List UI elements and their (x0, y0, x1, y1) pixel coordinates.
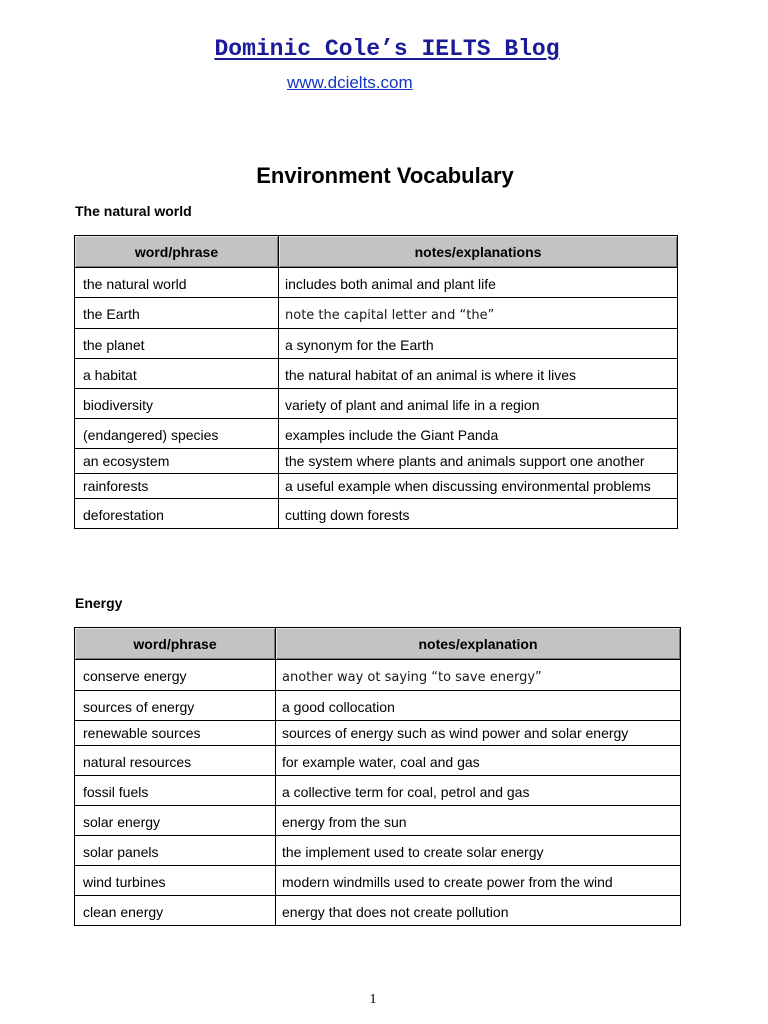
vocab-word: solar energy (75, 806, 276, 836)
section-heading-natural-world: The natural world (75, 203, 192, 219)
table-row (75, 389, 678, 419)
table-row (75, 268, 678, 298)
vocab-note: cutting down forests (279, 499, 678, 529)
table-row (75, 298, 678, 329)
vocab-note: energy that does not create pollution (276, 896, 681, 926)
column-header-word: word/phrase (75, 236, 279, 268)
table-header-row (75, 236, 678, 268)
vocab-note: energy from the sun (276, 806, 681, 836)
vocab-note: a synonym for the Earth (279, 329, 678, 359)
vocab-word: the natural world (75, 268, 279, 298)
table-row (75, 836, 681, 866)
table-row (75, 746, 681, 776)
table-header-row (75, 628, 681, 660)
vocab-word: rainforests (75, 474, 279, 499)
vocab-word: wind turbines (75, 866, 276, 896)
page-number: 1 (369, 992, 377, 1007)
vocab-word: fossil fuels (75, 776, 276, 806)
vocab-note-text: another way ot saying “to save energy” (282, 670, 542, 685)
blog-header (3, 35, 768, 63)
table-row (75, 691, 681, 721)
blog-title-link[interactable]: Dominic Cole’s IELTS Blog (214, 36, 560, 62)
column-header-notes: notes/explanations (279, 236, 678, 268)
table-row (75, 721, 681, 746)
table-row (75, 896, 681, 926)
table-row (75, 359, 678, 389)
vocab-note: includes both animal and plant life (279, 268, 678, 298)
vocab-note: a good collocation (276, 691, 681, 721)
section-heading-energy: Energy (75, 595, 123, 611)
vocab-word: the Earth (75, 298, 279, 329)
vocab-word: the planet (75, 329, 279, 359)
vocab-word: renewable sources (75, 721, 276, 746)
document-title: Environment Vocabulary (256, 163, 514, 188)
table-row (75, 419, 678, 449)
vocab-word: conserve energy (75, 660, 276, 691)
vocab-note (279, 298, 678, 329)
column-header-word: word/phrase (75, 628, 276, 660)
vocab-note (276, 660, 681, 691)
vocab-table-natural-world (74, 235, 678, 529)
vocab-note: a collective term for coal, petrol and gas (276, 776, 681, 806)
table-row (75, 474, 678, 499)
vocab-note: variety of plant and animal life in a region (279, 389, 678, 419)
table-row (75, 449, 678, 474)
vocab-note: sources of energy such as wind power and solar energy (276, 721, 681, 746)
table-row (75, 806, 681, 836)
vocab-word: sources of energy (75, 691, 276, 721)
vocab-word: natural resources (75, 746, 276, 776)
vocab-note: examples include the Giant Panda (279, 419, 678, 449)
table-row (75, 776, 681, 806)
vocab-note: modern windmills used to create power from the wind (276, 866, 681, 896)
vocab-word: biodiversity (75, 389, 279, 419)
vocab-word: solar panels (75, 836, 276, 866)
vocab-note: the system where plants and animals support one another (279, 449, 678, 474)
vocab-word: clean energy (75, 896, 276, 926)
table-row (75, 499, 678, 529)
vocab-note-text: note the capital letter and “the” (285, 308, 495, 323)
vocab-note: the implement used to create solar energy (276, 836, 681, 866)
vocab-note: the natural habitat of an animal is where it lives (279, 359, 678, 389)
vocab-word: an ecosystem (75, 449, 279, 474)
vocab-word: deforestation (75, 499, 279, 529)
table-row (75, 660, 681, 691)
vocab-word: (endangered) species (75, 419, 279, 449)
vocab-table-energy (74, 627, 681, 926)
blog-url-link[interactable]: www.dcielts.com (287, 73, 413, 92)
table-row (75, 329, 678, 359)
vocab-note: a useful example when discussing environmental problems (279, 474, 678, 499)
vocab-note: for example water, coal and gas (276, 746, 681, 776)
column-header-notes: notes/explanation (276, 628, 681, 660)
vocab-word: a habitat (75, 359, 279, 389)
table-row (75, 866, 681, 896)
